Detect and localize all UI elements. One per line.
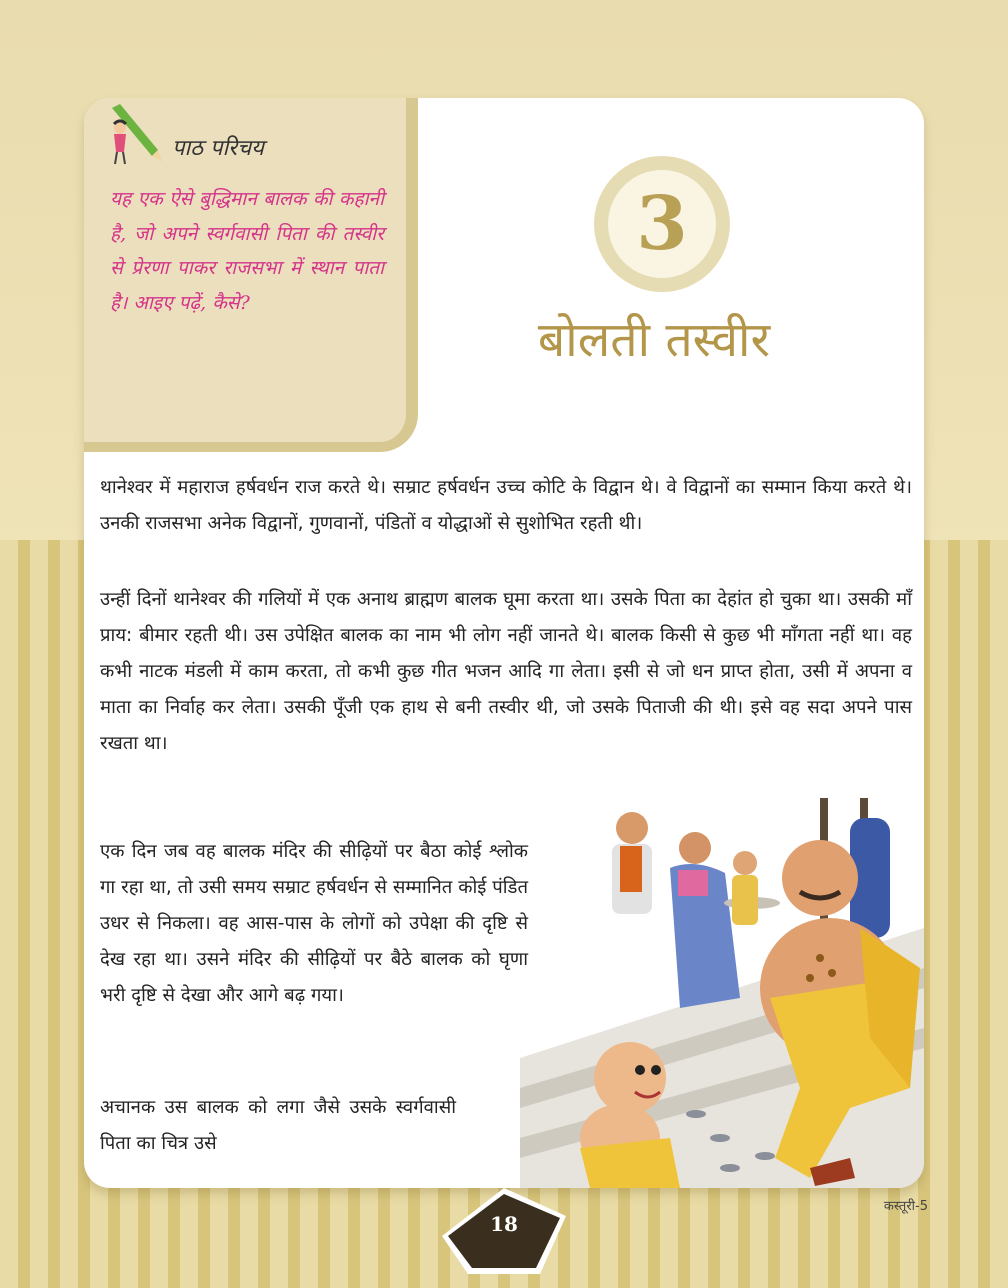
temple-steps-illustration	[520, 758, 924, 1188]
lesson-intro-text: यह एक ऐसे बुद्धिमान बालक की कहानी है, जो अपने स्वर्गवासी पिता की तस्वीर से प्रेरणा पाकर राजसभा में स्थान पाता है। आइए पढ़ें, कैसे?	[110, 188, 384, 314]
chapter-title: बोलती तस्वीर	[537, 312, 771, 368]
girl-with-pencil-icon	[102, 104, 166, 168]
body-paragraph: अचानक उस बालक को लगा जैसे उसके स्वर्गवासी पिता का चित्र उसे	[100, 1097, 456, 1154]
chapter-number: 3	[636, 181, 688, 267]
lesson-intro-heading: पाठ परिचय	[172, 136, 264, 161]
chapter-number-badge-inner	[608, 170, 716, 278]
body-paragraph: उन्हीं दिनों थानेश्वर की गलियों में एक अनाथ ब्राह्मण बालक घूमा करता था। उसके पिता का देहांत हो चुका था। उसकी माँ प्राय: बीमार रहती थी। उस उपेक्षित बालक का नाम भी लोग नहीं जानते थे। बालक किसी से कुछ भी माँगता नहीं था। वह कभी नाटक मंडली में काम करता, तो कभी कुछ गीत भजन आदि गा लेता। इसी से जो धन प्राप्त होता, उसी में अपना व माता का निर्वाह कर लेता। उसकी पूँजी एक हाथ से बनी तस्वीर थी, जो उसके पिताजी की थी। इसे वह सदा अपने पास रखता था।	[100, 589, 912, 754]
page-card	[84, 98, 924, 1188]
book-label: कस्तूरी-5	[883, 1199, 928, 1214]
chapter-number-badge	[594, 156, 730, 292]
page-number: 18	[490, 1212, 518, 1236]
lesson-intro-panel	[84, 98, 418, 452]
body-paragraph: एक दिन जब वह बालक मंदिर की सीढ़ियों पर बैठा कोई श्लोक गा रहा था, तो उसी समय सम्राट हर्षवर्धन से सम्मानित कोई पंडित उधर से निकला। वह आस-पास के लोगों को उपेक्षा की दृष्टि से देख रहा था। उसने मंदिर की सीढ़ियों पर बैठे बालक को घृणा भरी दृष्टि से देखा और आगे बढ़ गया।	[100, 841, 528, 1006]
body-paragraph: थानेश्वर में महाराज हर्षवर्धन राज करते थे। सम्राट हर्षवर्धन उच्च कोटि के विद्वान थे। वे विद्वानों का सम्मान किया करते थे। उनकी राजसभा अनेक विद्वानों, गुणवानों, पंडितों व योद्धाओं से सुशोभित रहती थी।	[100, 477, 912, 534]
